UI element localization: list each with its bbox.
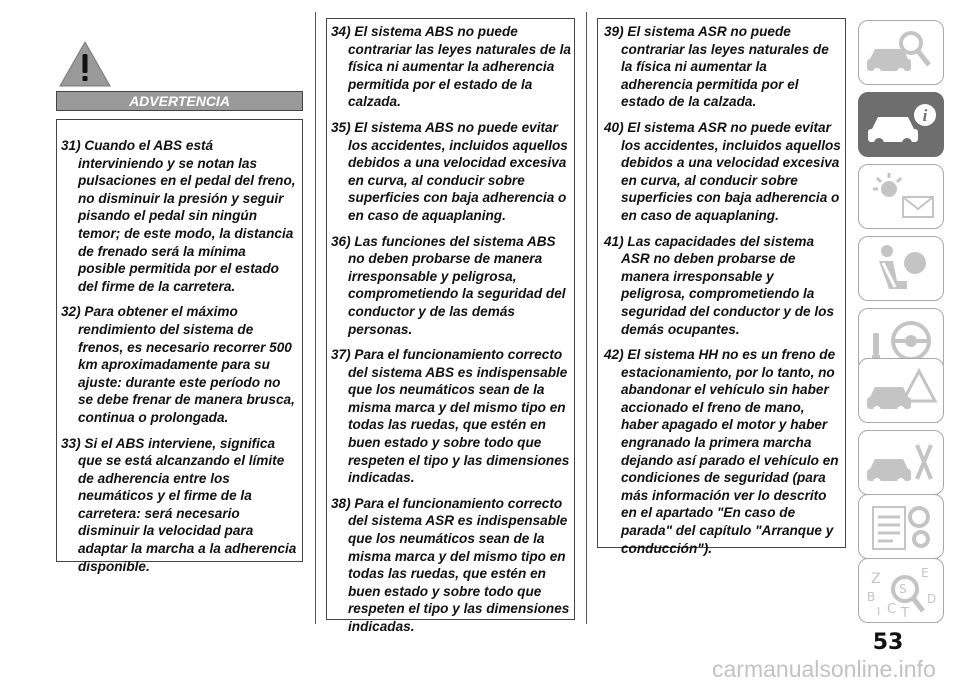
index-letter: B (867, 590, 876, 604)
tab-technical-data[interactable] (858, 494, 944, 559)
page-number: 53 (872, 630, 904, 655)
technical-data-icon (863, 499, 939, 555)
warning-box-right (597, 18, 846, 556)
warning-box-left (56, 119, 303, 574)
warning-item: 34) El sistema ABS no puede contrariar las leyes naturales de la física ni aumentar la adherencia permitida por el estado de la calzada. (331, 24, 571, 110)
tab-index[interactable] (858, 558, 944, 623)
tab-emergency[interactable] (858, 358, 944, 423)
index-letter: D (927, 592, 937, 606)
warning-box-middle (326, 18, 575, 634)
index-letter: C (887, 602, 897, 617)
watermark: carmanualsonline.info (712, 656, 936, 682)
tab-maintenance[interactable] (858, 430, 944, 495)
warning-item: 35) El sistema ABS no puede evitar los accidentes, incluidos aquellos debidos a una velocidad excesiva en curva, al conducir sobre superficies con baja adherencia o en caso de aquaplaning. (331, 119, 568, 223)
warning-item: 37) Para el funcionamiento correcto del sistema ABS es indispensable que los neumáticos sean de la misma marca y del mismo tipo en todas las ruedas, que estén en buen estado y sobre todo que respeten el tipo y las dimensiones indicadas. (331, 347, 570, 486)
car-maintenance-icon (863, 435, 939, 491)
column-divider (586, 12, 587, 624)
index-letter: T (901, 606, 909, 619)
index-letter: S (899, 582, 907, 596)
warning-item: 32) Para obtener el máximo rendimiento del sistema de frenos, es necesario recorrer 500 km aproximadamente para su ajuste: durante este período no se debe frenar de manera brusca, continua o prolongada. (61, 304, 295, 425)
warning-item: 31) Cuando el ABS está interviniendo y se notan las pulsaciones en el pedal del freno, no disminuir la presión y seguir pisando el pedal sin ningún temor; de este modo, la distancia de frenado será la mínima posible permitida por el estado del firme de la carretera. (61, 138, 296, 294)
tab-safety[interactable] (858, 236, 944, 301)
column-divider (315, 12, 316, 624)
warning-item: 41) Las capacidades del sistema ASR no deben probarse de manera irresponsable y peligrosa, comprometiendo la seguridad del conductor y de los demás ocupantes. (604, 233, 835, 337)
tab-warning-lights[interactable] (858, 164, 944, 229)
warning-item: 39) El sistema ASR no puede contrariar las leyes naturales de la física ni aumentar la adherencia permitida por el estado de la calzada. (604, 24, 829, 110)
index-letter: I (877, 605, 881, 618)
index-letter: Z (871, 571, 881, 587)
warning-item: 38) Para el funcionamiento correcto del sistema ASR es indispensable que los neumáticos sean de la misma marca y del mismo tipo en todas las ruedas, que estén en buen estado y sobre todo que respeten el tipo y las dimensiones indicadas. (331, 495, 570, 634)
warning-item: 36) Las funciones del sistema ABS no deben probarse de manera irresponsable y peligrosa, comprometiendo la seguridad del conductor y de las demás personas. (331, 233, 566, 337)
warning-title: ADVERTENCIA (56, 91, 303, 111)
car-warning-triangle-icon (863, 363, 939, 419)
airbag-seat-icon (863, 241, 939, 297)
warning-light-icon (863, 169, 939, 225)
warning-item: 33) Si el ABS interviene, significa que se está alcanzando el límite de adherencia entre los neumáticos y el firme de la carretera: será necesario disminuir la velocidad para adaptar la marcha a la adherencia disponible. (61, 435, 297, 574)
svg-text:i: i (922, 106, 928, 125)
index-letter: E (921, 566, 929, 580)
car-search-icon (863, 25, 939, 81)
warning-item: 42) El sistema HH no es un freno de estacionamiento, por lo tanto, no abandonar el vehículo sin haber accionado el freno de mano, haber apagado el motor y haber engranado la primera marcha dejando así parado el vehículo en condiciones de seguridad (para más información ver lo descrito en el apartado "En caso de parada" del capítulo "Arranque y conducción"). (604, 347, 839, 556)
warning-item: 40) El sistema ASR no puede evitar los accidentes, incluidos aquellos debidos a una velocidad excesiva en curva, al conducir sobre superficies con baja adherencia o en caso de aquaplaning. (604, 119, 841, 223)
car-info-icon (863, 97, 939, 153)
tab-dashboard[interactable] (858, 20, 944, 85)
tab-know-your-car[interactable] (858, 92, 944, 157)
alphabetical-index-icon (863, 563, 939, 619)
warning-triangle-icon (58, 40, 112, 88)
